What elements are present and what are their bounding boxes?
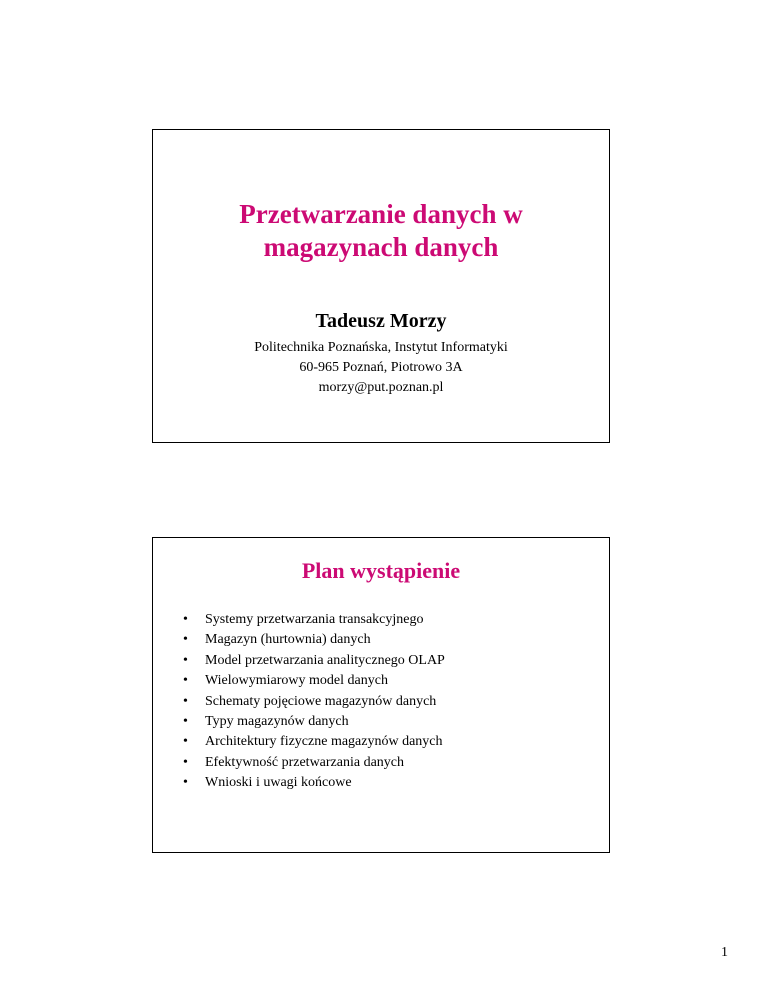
list-item bbox=[183, 630, 445, 650]
title-line-2: magazynach danych bbox=[263, 232, 499, 262]
author-name: Tadeusz Morzy bbox=[315, 310, 447, 332]
bullet-icon: • bbox=[183, 754, 188, 770]
list-item bbox=[183, 692, 445, 712]
list-item-text: Architektury fizyczne magazynów danych bbox=[205, 734, 443, 750]
list-item-text: Systemy przetwarzania transakcyjnego bbox=[205, 612, 424, 627]
agenda-slide bbox=[152, 537, 610, 853]
list-item bbox=[183, 712, 445, 732]
list-item bbox=[183, 671, 445, 691]
agenda-list bbox=[183, 610, 445, 794]
list-item-text: Efektywność przetwarzania danych bbox=[205, 754, 405, 770]
title-slide bbox=[152, 129, 610, 443]
page-number: 1 bbox=[721, 945, 728, 960]
bullet-icon: • bbox=[183, 734, 188, 750]
list-item-text: Schematy pojęciowe magazynów danych bbox=[205, 693, 437, 709]
bullet-icon: • bbox=[183, 632, 188, 648]
list-item bbox=[183, 610, 445, 630]
list-item-text: Wielowymiarowy model danych bbox=[205, 673, 388, 689]
list-item-text: Typy magazynów danych bbox=[205, 714, 349, 730]
author-affiliation bbox=[153, 338, 609, 398]
affiliation-line-2: 60-965 Poznań, Piotrowo 3A bbox=[299, 360, 463, 375]
bullet-icon: • bbox=[183, 673, 188, 689]
affiliation-line-1: Politechnika Poznańska, Instytut Informatyki bbox=[254, 340, 508, 355]
list-item-text: Model przetwarzania analitycznego OLAP bbox=[205, 652, 445, 668]
bullet-icon: • bbox=[183, 652, 188, 668]
list-item bbox=[183, 651, 445, 671]
list-item bbox=[183, 773, 445, 793]
bullet-icon: • bbox=[183, 612, 188, 627]
presentation-title bbox=[153, 198, 609, 264]
author-email: morzy@put.poznan.pl bbox=[318, 380, 444, 395]
list-item-text: Magazyn (hurtownia) danych bbox=[205, 632, 371, 648]
bullet-icon: • bbox=[183, 775, 188, 791]
list-item bbox=[183, 732, 445, 752]
bullet-icon: • bbox=[183, 714, 188, 730]
list-item-text: Wnioski i uwagi końcowe bbox=[205, 775, 352, 791]
title-line-1: Przetwarzanie danych w bbox=[239, 199, 523, 229]
agenda-title: Plan wystąpienie bbox=[301, 558, 461, 583]
bullet-icon: • bbox=[183, 693, 188, 709]
list-item bbox=[183, 753, 445, 773]
